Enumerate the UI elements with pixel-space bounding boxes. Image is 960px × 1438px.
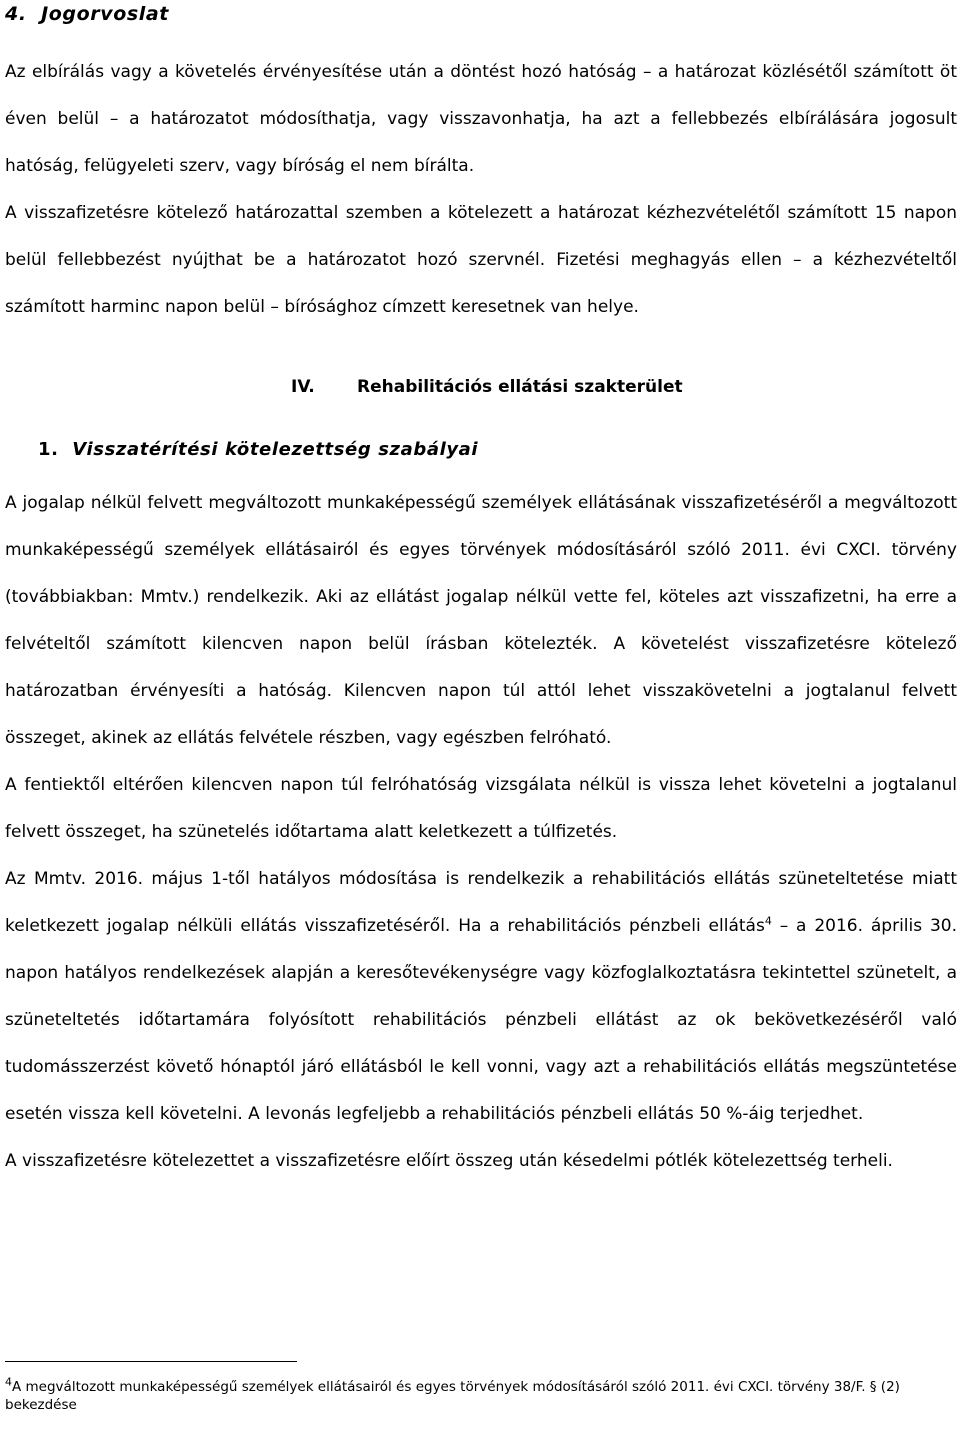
chapter-number: IV. xyxy=(291,377,315,397)
paragraph-visszateritesi-2: A fentiektől eltérően kilencven napon túl felróhatóság vizsgálata nélkül is vissza lehet követelni a jogtalanul felvett összeget, ha szünetelés időtartama alatt keletkezett a túlfizetés. xyxy=(5,775,957,842)
footnote-reference: 4 xyxy=(764,914,772,928)
chapter-title: Rehabilitációs ellátási szakterület xyxy=(357,377,683,397)
paragraph-visszateritesi-1: A jogalap nélkül felvett megváltozott munkaképességű személyek ellátásának visszafizetéséről a megváltozott munkaképességű személyek ellátásairól és egyes törvények módosításáról szóló 2011. évi CXCI. törvény (továbbiakban: Mmtv.) rendelkezik. Aki az ellátást jogalap nélkül vette fel, köteles azt visszafizetni, ha erre a felvételtől számított kilencven napon belül írásban kötelezték. A követelést visszafizetésre kötelező határozatban érvényesíti a hatóság. Kilencven napon túl attól lehet visszakövetelni a jogtalanul felvett összeget, akinek az ellátás felvétele részben, vagy egészben felróható. xyxy=(5,493,957,748)
chapter-heading xyxy=(5,375,957,399)
subsection-title: Visszatérítési kötelezettség szabályai xyxy=(72,439,479,460)
subsection-number: 1. xyxy=(38,439,59,460)
footnote-mark: 4 xyxy=(5,1375,12,1389)
paragraph-jogorvoslat-2: A visszafizetésre kötelező határozattal szemben a kötelezett a határozat kézhezvételétől számított 15 napon belül fellebbezést nyújthat be a határozatot hozó szervnél. Fizetési meghagyás ellen – a kézhezvételtől számított harminc napon belül – bírósághoz címzett keresetnek van helye. xyxy=(5,203,957,317)
paragraph-visszateritesi-3 xyxy=(5,856,957,1138)
footnote xyxy=(5,1375,957,1414)
subsection-heading xyxy=(5,438,957,462)
footnote-text: A megváltozott munkaképességű személyek ellátásairól és egyes törvények módosításáról szóló 2011. évi CXCI. törvény 38/F. § (2) bekezdése xyxy=(5,1379,900,1413)
paragraph-3-part-b: – a 2016. április 30. napon hatályos rendelkezések alapján a keresőtevékenységre vagy közfoglalkoztatásra tekintettel szünetelt, a szüneteltetés időtartamára folyósított rehabilitációs pénzbeli ellátást az ok bekövetkezéséről való tudomásszerzést követő hónaptól járó ellátásból le kell vonni, vagy azt a rehabilitációs ellátás megszüntetése esetén vissza kell követelni. A levonás legfeljebb a rehabilitációs pénzbeli ellátás 50 %-áig terjedhet. xyxy=(5,916,957,1124)
paragraph-jogorvoslat-1: Az elbírálás vagy a követelés érvényesítése után a döntést hozó hatóság – a határozat közlésétől számított öt éven belül – a határozatot módosíthatja, vagy visszavonhatja, ha azt a fellebbezés elbírálására jogosult hatóság, felügyeleti szerv, vagy bíróság el nem bírálta. xyxy=(5,62,957,176)
section-heading-jogorvoslat xyxy=(5,0,957,26)
footnote-separator xyxy=(5,1361,297,1362)
paragraph-visszateritesi-4: A visszafizetésre kötelezettet a visszafizetésre előírt összeg után késedelmi pótlék kötelezettség terheli. xyxy=(5,1151,893,1171)
paragraph-3-part-a: Az Mmtv. 2016. május 1-től hatályos módosítása is rendelkezik a rehabilitációs ellátás szüneteltetése miatt keletkezett jogalap nélküli ellátás visszafizetéséről. Ha a rehabilitációs pénzbeli ellátás xyxy=(5,869,957,936)
section-number: 4. xyxy=(5,3,27,25)
section-title: Jogorvoslat xyxy=(41,3,169,25)
document-page xyxy=(5,0,957,1185)
